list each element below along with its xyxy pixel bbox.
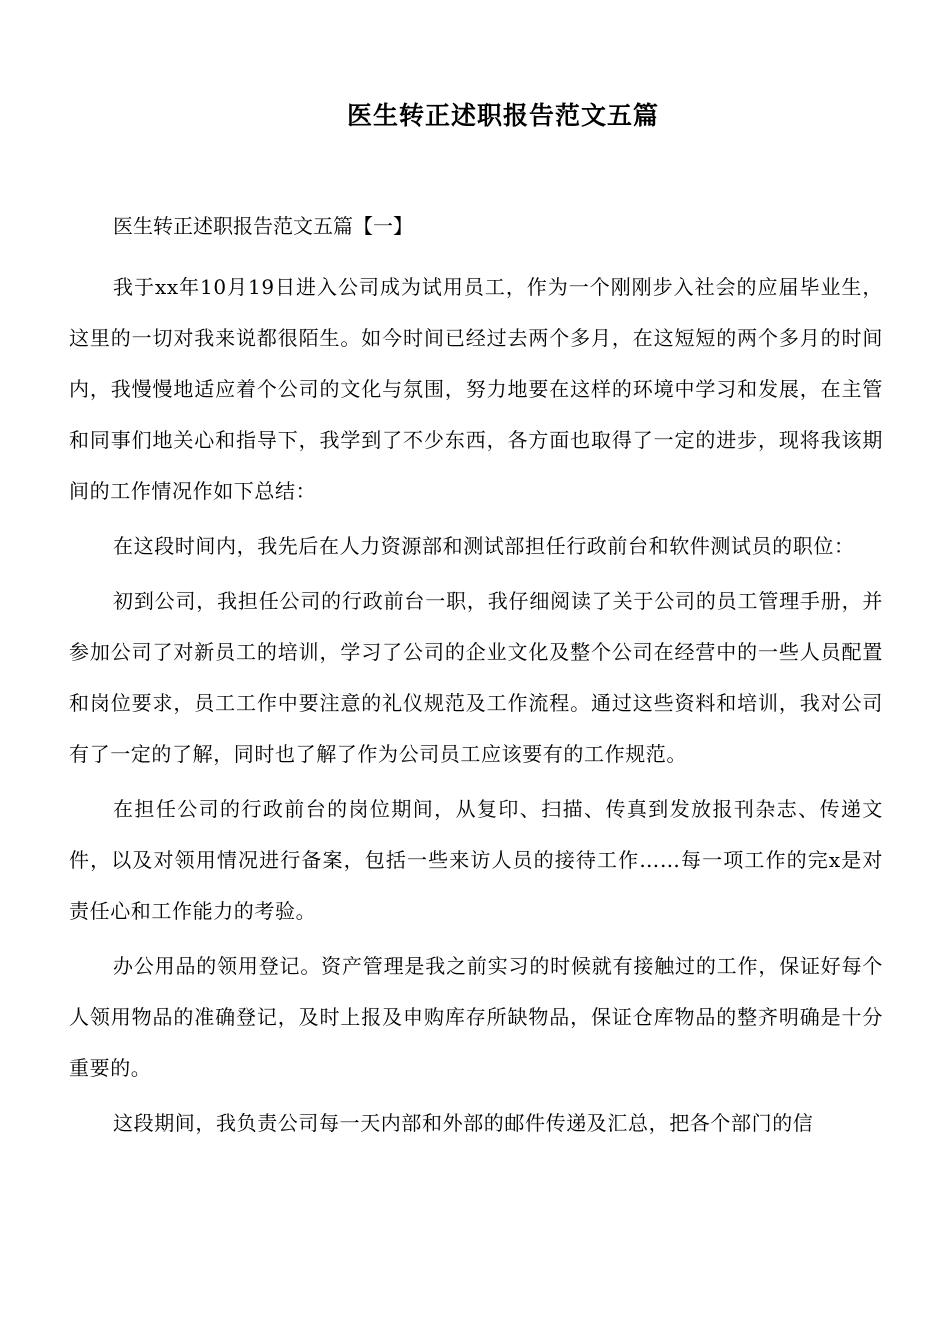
paragraph-5: 办公用品的领用登记。资产管理是我之前实习的时候就有接触过的工作，保证好每个人领用物品的准确登记，及时上报及申购库存所缺物品，保证仓库物品的整齐明确是十分重要的。 bbox=[69, 954, 883, 1080]
document-title: 医生转正述职报告范文五篇 bbox=[346, 101, 659, 130]
paragraph-1: 我于xx年10月19日进入公司成为试用员工，作为一个刚刚步入社会的应届毕业生，这里的一切对我来说都很陌生。如今时间已经过去两个多月，在这短短的两个多月的时间内，我慢慢地适应着个公司的文化与氛围，努力地要在这样的环境中学习和发展，在主管和同事们地关心和指导下，我学到了不少东西，各方面也取得了一定的进步，现将我该期间的工作情况作如下总结： bbox=[69, 275, 883, 503]
document-body bbox=[69, 208, 883, 1153]
paragraph-3: 初到公司，我担任公司的行政前台一职，我仔细阅读了关于公司的员工管理手册，并参加公司了对新员工的培训，学习了公司的企业文化及整个公司在经营中的一些人员配置和岗位要求，员工工作中要注意的礼仪规范及工作流程。通过这些资料和培训，我对公司有了一定的了解，同时也了解了作为公司员工应该要有的工作规范。 bbox=[69, 589, 883, 766]
paragraph-6: 这段期间，我负责公司每一天内部和外部的邮件传递及汇总，把各个部门的信 bbox=[113, 1111, 814, 1135]
paragraph-4: 在担任公司的行政前台的岗位期间，从复印、扫描、传真到发放报刊杂志、传递文件，以及对领用情况进行备案，包括一些来访人员的接待工作……每一项工作的完x是对责任心和工作能力的考验。 bbox=[69, 797, 883, 923]
paragraph-2: 在这段时间内，我先后在人力资源部和测试部担任行政前台和软件测试员的职位： bbox=[113, 534, 855, 558]
section-heading: 医生转正述职报告范文五篇【一】 bbox=[113, 214, 413, 238]
